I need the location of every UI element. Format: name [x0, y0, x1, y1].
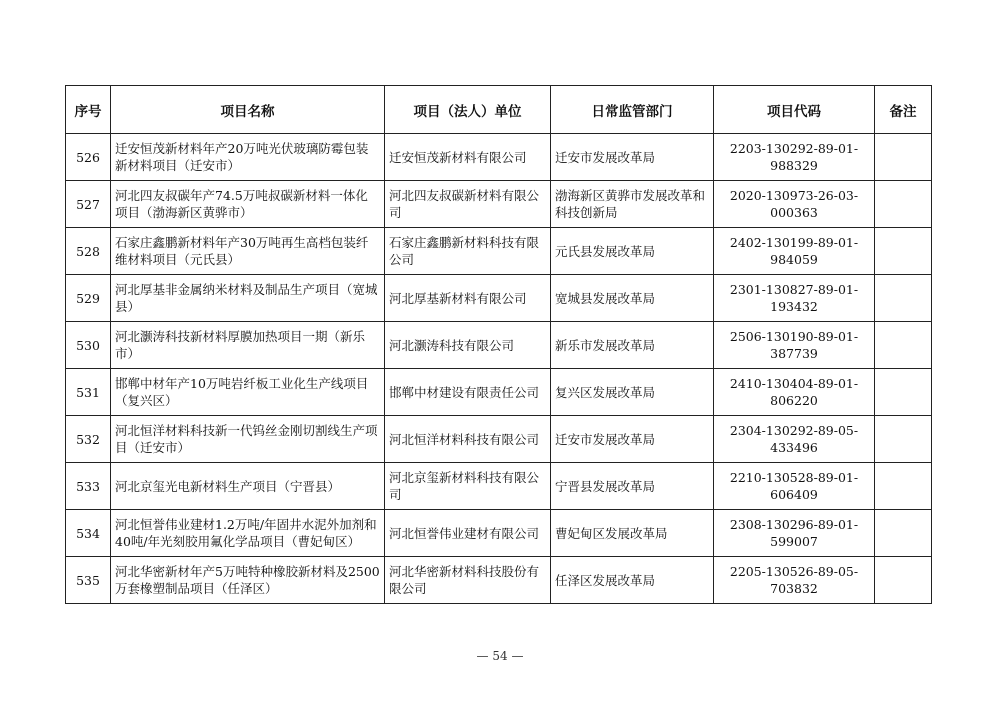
cell-project-name: 石家庄鑫鹏新材料年产30万吨再生高档包装纤维材料项目（元氏县）: [111, 228, 385, 275]
table-row: [66, 510, 932, 557]
cell-index: 534: [66, 510, 111, 557]
cell-legal-unit: 河北华密新材料科技股份有限公司: [385, 557, 551, 604]
cell-project-name: 邯郸中材年产10万吨岩纤板工业化生产线项目（复兴区）: [111, 369, 385, 416]
cell-legal-unit: 迁安恒茂新材料有限公司: [385, 134, 551, 181]
cell-legal-unit: 石家庄鑫鹏新材料科技有限公司: [385, 228, 551, 275]
table-row: [66, 228, 932, 275]
header-project-name: 项目名称: [111, 86, 385, 134]
cell-remarks: [875, 557, 932, 604]
cell-project-name: 河北厚基非金属纳米材料及制品生产项目（宽城县）: [111, 275, 385, 322]
cell-project-code: 2410-130404-89-01-806220: [714, 369, 875, 416]
page-number: — 54 —: [476, 649, 524, 663]
cell-project-name: 迁安恒茂新材料年产20万吨光伏玻璃防霉包装新材料项目（迁安市）: [111, 134, 385, 181]
cell-remarks: [875, 134, 932, 181]
cell-supervision-dept: 宁晋县发展改革局: [551, 463, 714, 510]
cell-project-code: 2402-130199-89-01-984059: [714, 228, 875, 275]
cell-project-name: 河北四友叔碳年产74.5万吨叔碳新材料一体化项目（渤海新区黄骅市）: [111, 181, 385, 228]
cell-project-code: 2304-130292-89-05-433496: [714, 416, 875, 463]
cell-legal-unit: 河北恒洋材料科技有限公司: [385, 416, 551, 463]
cell-legal-unit: 河北恒誉伟业建材有限公司: [385, 510, 551, 557]
cell-legal-unit: 河北京玺新材料科技有限公司: [385, 463, 551, 510]
cell-legal-unit: 河北四友叔碳新材料有限公司: [385, 181, 551, 228]
table-body: [66, 134, 932, 604]
table-row: [66, 322, 932, 369]
table-header-row: [66, 86, 932, 134]
cell-project-code: 2020-130973-26-03-000363: [714, 181, 875, 228]
cell-project-code: 2205-130526-89-05-703832: [714, 557, 875, 604]
table-row: [66, 181, 932, 228]
cell-supervision-dept: 迁安市发展改革局: [551, 134, 714, 181]
header-project-code: 项目代码: [714, 86, 875, 134]
project-table: [65, 85, 932, 604]
cell-supervision-dept: 迁安市发展改革局: [551, 416, 714, 463]
cell-supervision-dept: 新乐市发展改革局: [551, 322, 714, 369]
cell-project-code: 2301-130827-89-01-193432: [714, 275, 875, 322]
cell-remarks: [875, 228, 932, 275]
header-supervision-dept: 日常监管部门: [551, 86, 714, 134]
cell-legal-unit: 邯郸中材建设有限责任公司: [385, 369, 551, 416]
cell-index: 530: [66, 322, 111, 369]
cell-supervision-dept: 任泽区发展改革局: [551, 557, 714, 604]
cell-supervision-dept: 宽城县发展改革局: [551, 275, 714, 322]
cell-supervision-dept: 渤海新区黄骅市发展改革和科技创新局: [551, 181, 714, 228]
cell-remarks: [875, 416, 932, 463]
cell-index: 528: [66, 228, 111, 275]
cell-remarks: [875, 369, 932, 416]
cell-project-name: 河北华密新材年产5万吨特种橡胶新材料及2500万套橡塑制品项目（任泽区）: [111, 557, 385, 604]
cell-legal-unit: 河北厚基新材料有限公司: [385, 275, 551, 322]
cell-project-name: 河北恒洋材料科技新一代钨丝金刚切割线生产项目（迁安市）: [111, 416, 385, 463]
cell-legal-unit: 河北灏涛科技有限公司: [385, 322, 551, 369]
table-row: [66, 463, 932, 510]
cell-remarks: [875, 275, 932, 322]
cell-supervision-dept: 复兴区发展改革局: [551, 369, 714, 416]
cell-project-name: 河北恒誉伟业建材1.2万吨/年固井水泥外加剂和40吨/年光刻胶用氟化学品项目（曹妃甸区）: [111, 510, 385, 557]
header-index: 序号: [66, 86, 111, 134]
table-row: [66, 557, 932, 604]
cell-project-code: 2506-130190-89-01-387739: [714, 322, 875, 369]
cell-project-code: 2210-130528-89-01-606409: [714, 463, 875, 510]
cell-remarks: [875, 463, 932, 510]
cell-index: 533: [66, 463, 111, 510]
cell-index: 531: [66, 369, 111, 416]
header-legal-unit: 项目（法人）单位: [385, 86, 551, 134]
cell-project-code: 2203-130292-89-01-988329: [714, 134, 875, 181]
table-row: [66, 275, 932, 322]
cell-index: 535: [66, 557, 111, 604]
cell-supervision-dept: 元氏县发展改革局: [551, 228, 714, 275]
cell-project-code: 2308-130296-89-01-599007: [714, 510, 875, 557]
cell-remarks: [875, 510, 932, 557]
cell-project-name: 河北灏涛科技新材料厚膜加热项目一期（新乐市）: [111, 322, 385, 369]
cell-index: 529: [66, 275, 111, 322]
table-row: [66, 134, 932, 181]
cell-remarks: [875, 181, 932, 228]
cell-supervision-dept: 曹妃甸区发展改革局: [551, 510, 714, 557]
table-row: [66, 416, 932, 463]
table-row: [66, 369, 932, 416]
cell-index: 526: [66, 134, 111, 181]
header-remarks: 备注: [875, 86, 932, 134]
cell-remarks: [875, 322, 932, 369]
cell-index: 532: [66, 416, 111, 463]
cell-index: 527: [66, 181, 111, 228]
cell-project-name: 河北京玺光电新材料生产项目（宁晋县）: [111, 463, 385, 510]
